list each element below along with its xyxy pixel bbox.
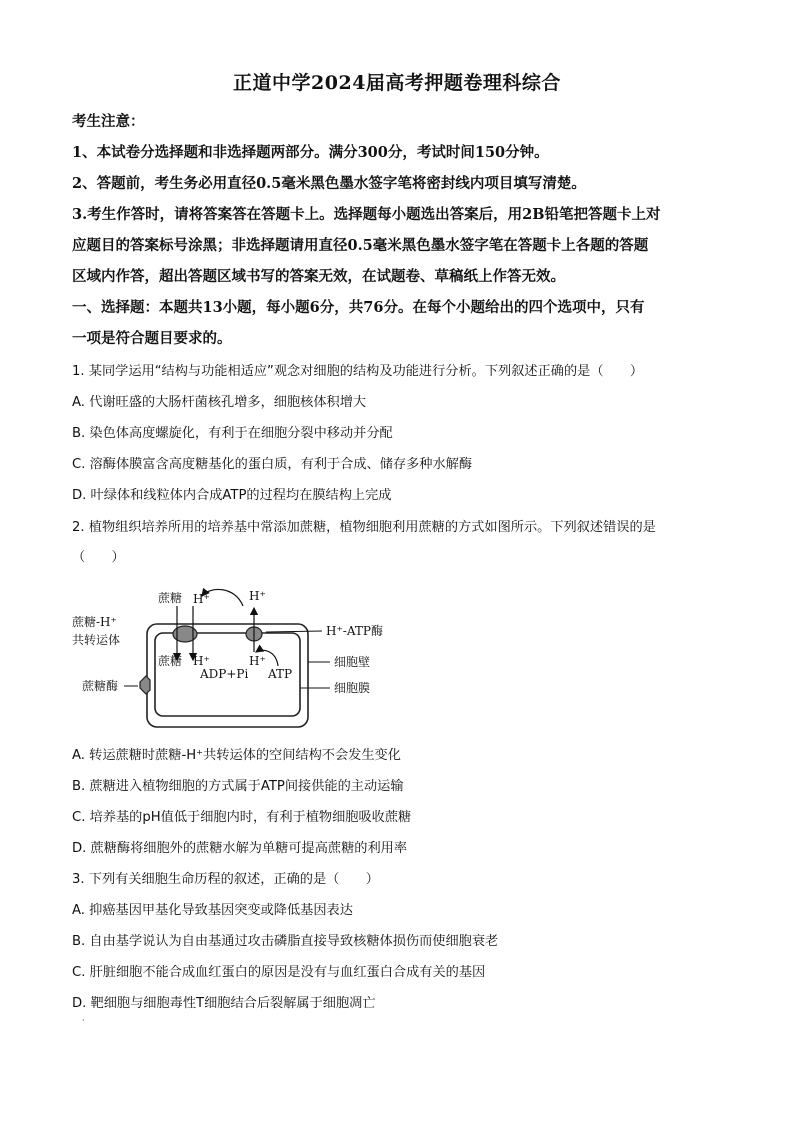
label-cell-wall: 细胞壁 bbox=[334, 655, 371, 669]
q1-option-a: A. 代谢旺盛的大肠杆菌核孔增多，细胞核体积增大 bbox=[72, 395, 367, 410]
label-cotransporter-line-2: 共转运体 bbox=[72, 633, 121, 647]
q2-option-d: D. 蔗糖酶将细胞外的蔗糖水解为单糖可提高蔗糖的利用率 bbox=[72, 841, 408, 856]
section-heading-line-2: 一项是符合题目要求的。 bbox=[72, 330, 232, 347]
label-h-out-1: H⁺ bbox=[193, 592, 210, 606]
sucrase-enzyme bbox=[140, 676, 150, 694]
notice-item-3-line-2: 应题目的答案标号涂黑；非选择题请用直径0.5毫米黑色墨水签字笔在答题卡上各题的答题 bbox=[72, 237, 649, 254]
page-dot: · bbox=[82, 1016, 85, 1025]
section-heading-line-1: 一、选择题：本题共13小题，每小题6分，共76分。在每个小题给出的四个选项中，只有 bbox=[72, 299, 645, 316]
label-sucrase: 蔗糖酶 bbox=[82, 679, 119, 693]
q2-option-c: C. 培养基的pH值低于细胞内时，有利于植物细胞吸收蔗糖 bbox=[72, 810, 412, 825]
label-h-out-2: H⁺ bbox=[249, 589, 266, 603]
label-sucrose-out: 蔗糖 bbox=[158, 591, 183, 605]
q3-option-d: D. 靶细胞与细胞毒性T细胞结合后裂解属于细胞凋亡 bbox=[72, 996, 376, 1011]
label-cotransporter-line-1: 蔗糖-H⁺ bbox=[72, 615, 117, 629]
notice-item-3-line-3: 区域内作答，超出答题区域书写的答案无效，在试题卷、草稿纸上作答无效。 bbox=[72, 268, 565, 285]
q1-option-b: B. 染色体高度螺旋化，有利于在细胞分裂中移动并分配 bbox=[72, 426, 393, 441]
label-adp-pi: ADP+Pi bbox=[200, 667, 249, 681]
notice-item-2: 2、答题前，考生务必用直径0.5毫米黑色墨水签字笔将密封线内项目填写清楚。 bbox=[72, 175, 586, 192]
q2-option-a: A. 转运蔗糖时蔗糖-H⁺共转运体的空间结构不会发生变化 bbox=[72, 748, 401, 763]
q2-stem-line-2: （ ） bbox=[72, 550, 125, 565]
notice-item-3-line-1: 3.考生作答时，请将答案答在答题卡上。选择题每小题选出答案后，用2B铅笔把答题卡上对 bbox=[72, 206, 661, 223]
label-h-in-2: H⁺ bbox=[249, 654, 266, 668]
q3-option-c: C. 肝脏细胞不能合成血红蛋白的原因是没有与血红蛋白合成有关的基因 bbox=[72, 965, 486, 980]
q3-stem: 3. 下列有关细胞生命历程的叙述，正确的是（ ） bbox=[72, 872, 379, 887]
q1-option-d: D. 叶绿体和线粒体内合成ATP的过程均在膜结构上完成 bbox=[72, 488, 392, 503]
label-h-in-1: H⁺ bbox=[193, 654, 210, 668]
notice-item-1: 1、本试卷分选择题和非选择题两部分。满分300分，考试时间150分钟。 bbox=[72, 144, 549, 161]
q3-option-a: A. 抑癌基因甲基化导致基因突变或降低基因表达 bbox=[72, 903, 353, 918]
exam-title: 正道中学2024届高考押题卷理科综合 bbox=[233, 72, 561, 94]
q1-stem: 1. 某同学运用“结构与功能相适应”观念对细胞的结构及功能进行分析。下列叙述正确的是（ ） bbox=[72, 364, 644, 379]
label-sucrose-in: 蔗糖 bbox=[158, 654, 183, 668]
sucrose-transport-diagram bbox=[70, 578, 410, 733]
label-cell-membrane: 细胞膜 bbox=[334, 681, 371, 695]
q3-option-b: B. 自由基学说认为自由基通过攻击磷脂直接导致核糖体损伤而使细胞衰老 bbox=[72, 934, 499, 949]
q1-option-c: C. 溶酶体膜富含高度糖基化的蛋白质，有利于合成、储存多种水解酶 bbox=[72, 457, 473, 472]
label-atp: ATP bbox=[268, 667, 293, 681]
notice-heading: 考生注意： bbox=[72, 113, 145, 130]
label-atpase: H⁺-ATP酶 bbox=[326, 624, 383, 638]
q2-option-b: B. 蔗糖进入植物细胞的方式属于ATP间接供能的主动运输 bbox=[72, 779, 404, 794]
q2-stem-line-1: 2. 植物组织培养所用的培养基中常添加蔗糖，植物细胞利用蔗糖的方式如图所示。下列叙述错误的是 bbox=[72, 520, 656, 535]
